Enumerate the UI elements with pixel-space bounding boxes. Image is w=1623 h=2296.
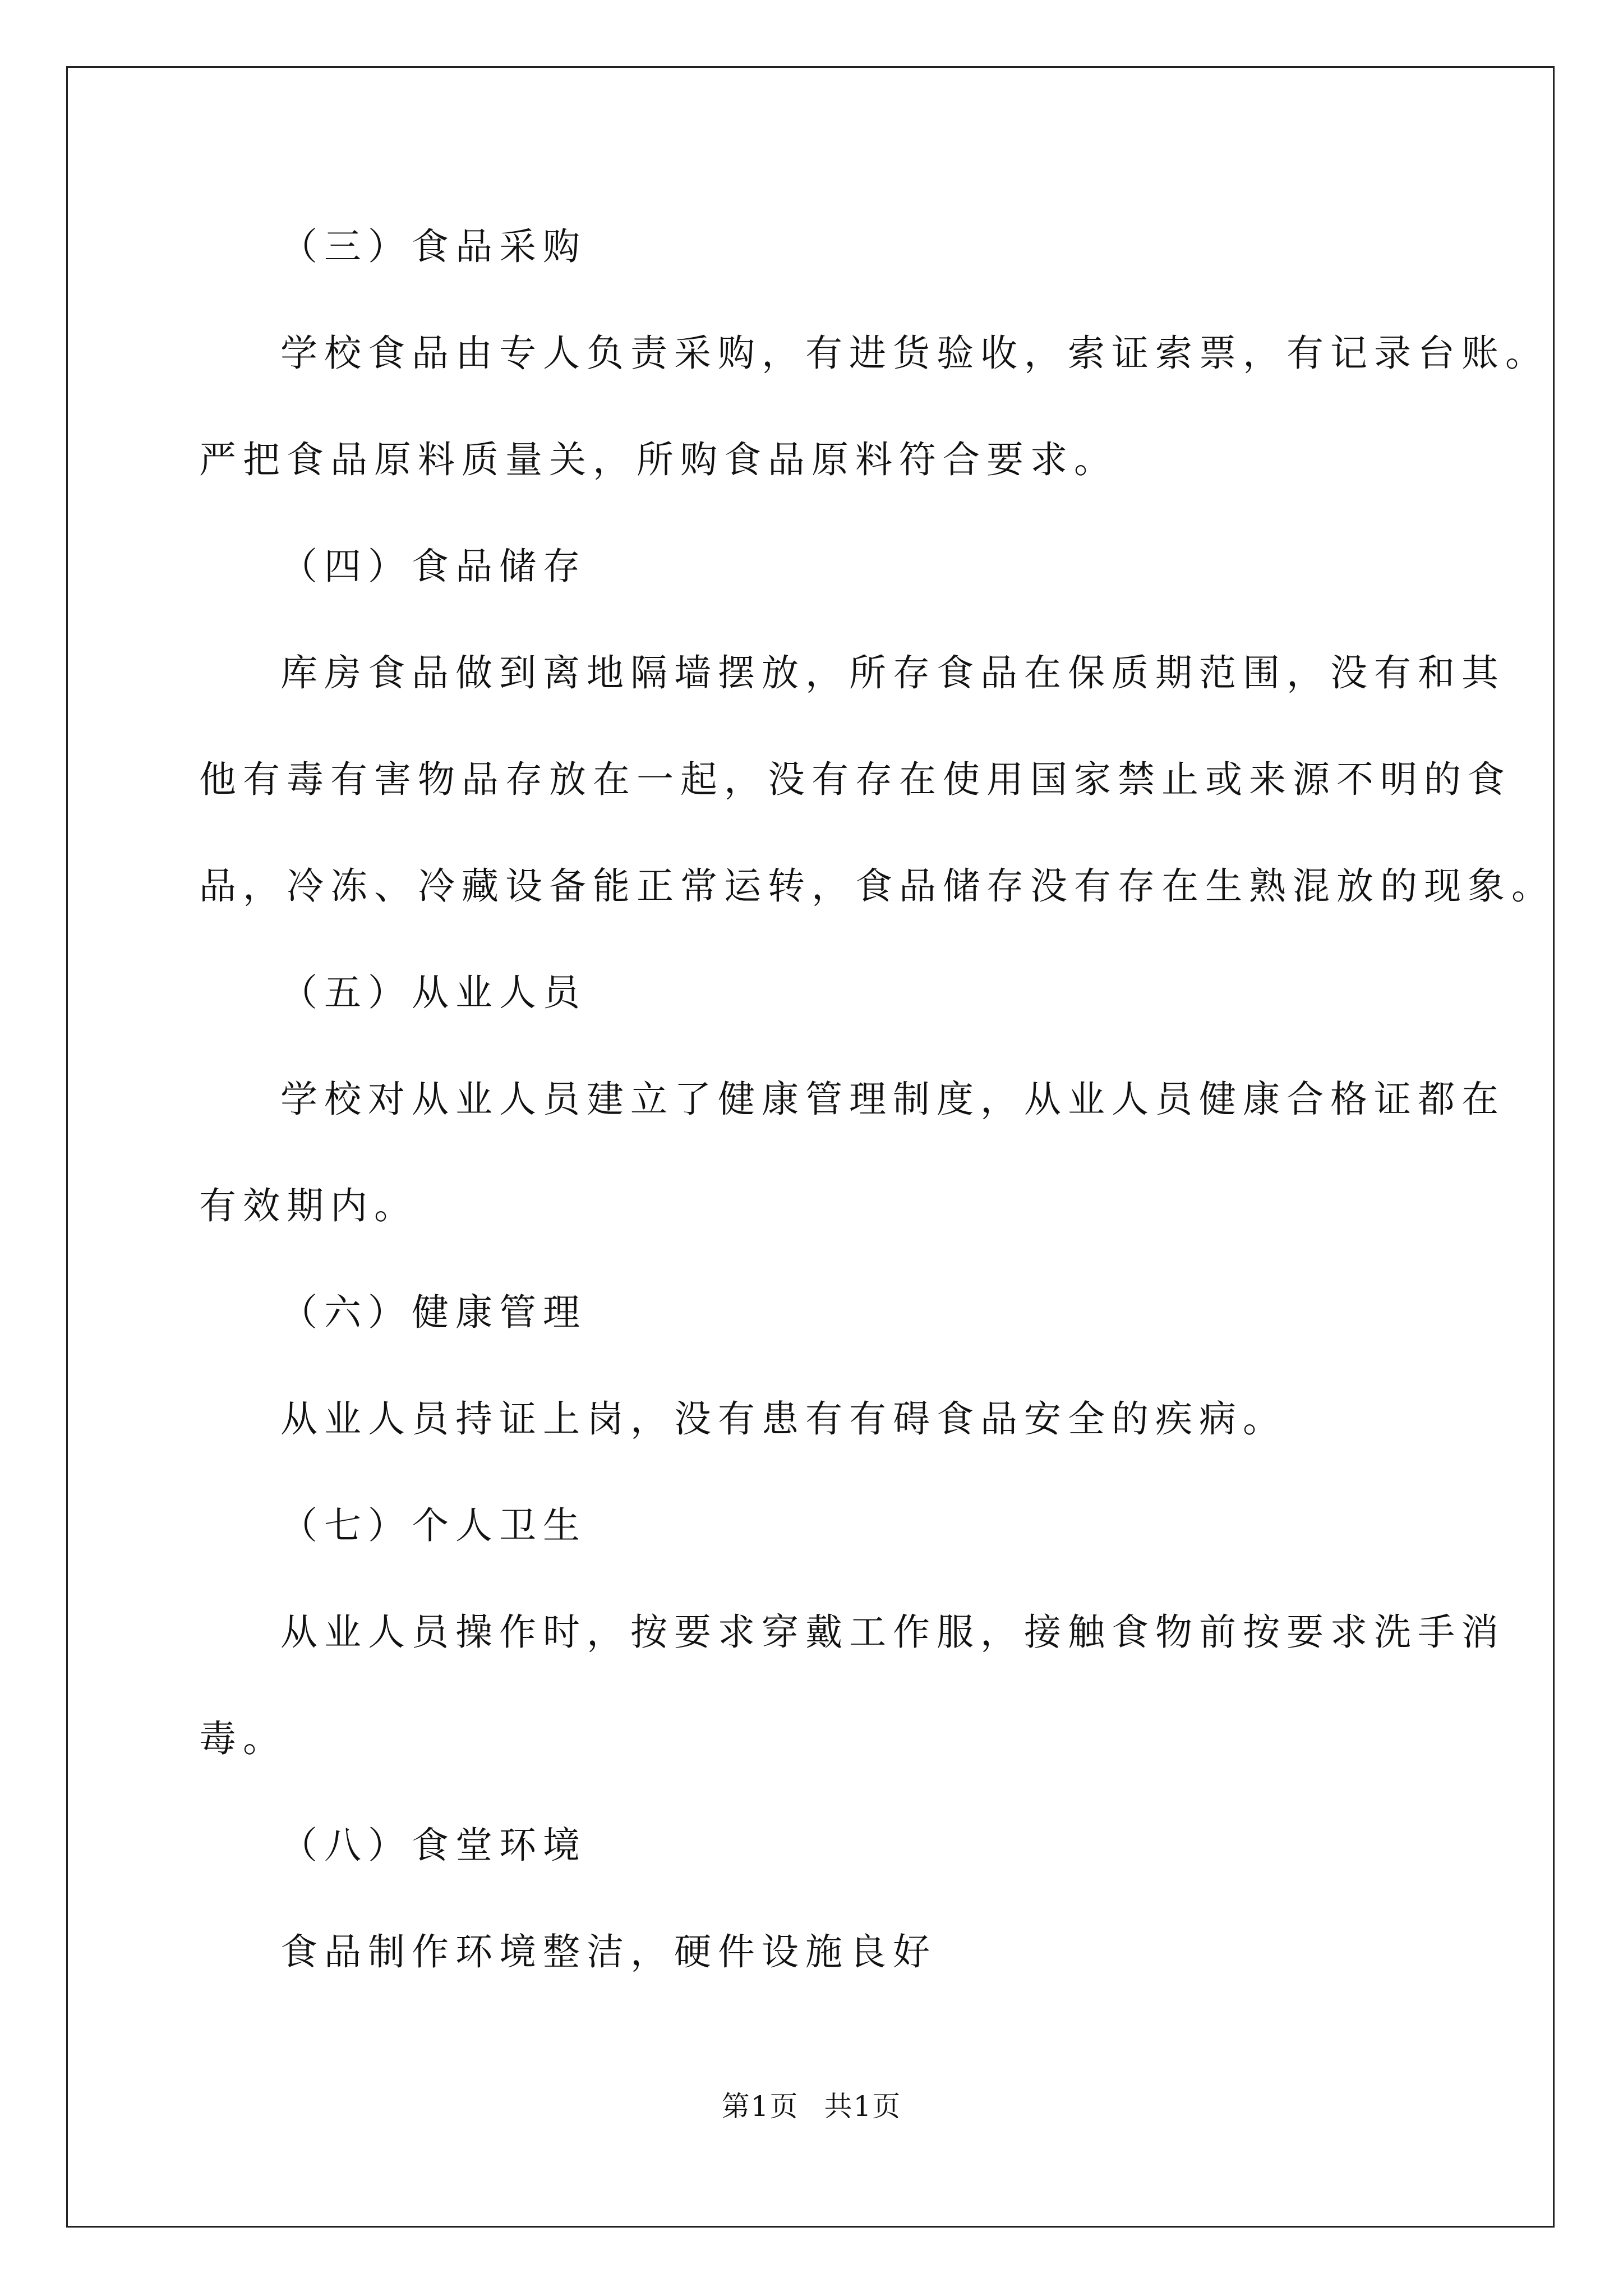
paragraph-line: 学校对从业人员建立了健康管理制度，从业人员健康合格证都在 <box>280 1078 1505 1121</box>
paragraph-line: 有效期内。 <box>199 1184 418 1227</box>
heading-food-storage: （四）食品储存 <box>280 545 587 588</box>
heading-staff: （五）从业人员 <box>280 971 587 1014</box>
page-total: 共1页 <box>824 2090 902 2123</box>
paragraph-line: 毒。 <box>199 1717 287 1760</box>
document-body <box>199 194 1555 2005</box>
paragraph-line: 从业人员持证上岗，没有患有有碍食品安全的疾病。 <box>280 1397 1287 1441</box>
heading-canteen-environment: （八）食堂环境 <box>280 1824 587 1867</box>
heading-personal-hygiene: （七）个人卫生 <box>280 1504 587 1547</box>
paragraph-line: 品，冷冻、冷藏设备能正常运转，食品储存没有存在生熟混放的现象。 <box>199 864 1555 908</box>
paragraph-line: 食品制作环境整洁，硬件设施良好 <box>280 1930 937 1973</box>
paragraph-line: 从业人员操作时，按要求穿戴工作服，接触食物前按要求洗手消 <box>280 1611 1505 1654</box>
heading-health-management: （六）健康管理 <box>280 1291 587 1334</box>
paragraph-line: 严把食品原料质量关，所购食品原料符合要求。 <box>199 438 1118 481</box>
paragraph-line: 库房食品做到离地隔墙摆放，所存食品在保质期范围，没有和其 <box>280 651 1505 694</box>
paragraph-line: 学校食品由专人负责采购，有进货验收，索证索票，有记录台账。 <box>280 332 1549 375</box>
heading-food-purchase: （三）食品采购 <box>280 225 587 268</box>
page-number: 第1页 <box>721 2090 799 2123</box>
paragraph-line: 他有毒有害物品存放在一起，没有存在使用国家禁止或来源不明的食 <box>199 758 1511 801</box>
page-footer <box>0 2090 1623 2123</box>
